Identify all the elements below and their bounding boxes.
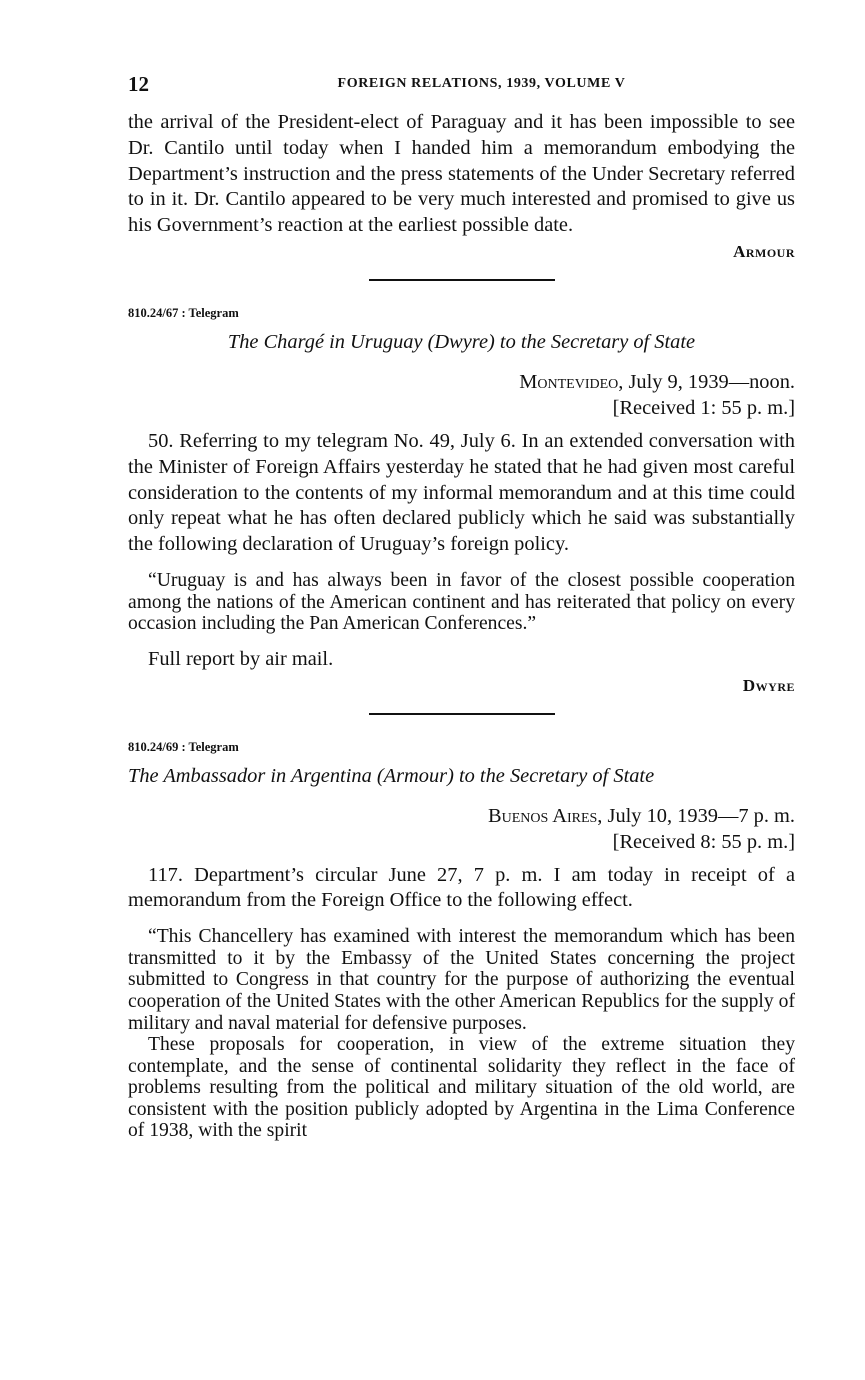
document-title: The Chargé in Uruguay (Dwyre) to the Secretary of State bbox=[227, 330, 696, 353]
document-title: The Ambassador in Argentina (Armour) to the Secretary of State bbox=[128, 764, 655, 787]
dateline bbox=[128, 369, 795, 395]
dateline bbox=[128, 803, 795, 829]
dateline-date: July 9, 1939—noon. bbox=[623, 370, 795, 393]
continuation-paragraph: the arrival of the President-elect of Paraguay and it has been impossible to see Dr. Cantilo until today when I handed him a memorandum embodying the Department’s instruction and the press statements of the Under Secretary referred to in it. Dr. Cantilo appeared to be very much interested and promised to give us his Government’s reaction at the earliest possible date. bbox=[128, 111, 795, 237]
closing-line: Full report by air mail. bbox=[148, 647, 334, 670]
telegram-uruguay bbox=[128, 305, 795, 697]
dateline-place: Montevideo, bbox=[519, 370, 624, 393]
dateline-place: Buenos Aires, bbox=[488, 804, 603, 827]
page-number: 12 bbox=[128, 72, 149, 96]
document-page bbox=[128, 72, 795, 1142]
received-line: [Received 8: 55 p. m.] bbox=[612, 830, 795, 853]
running-header-title: FOREIGN RELATIONS, 1939, VOLUME V bbox=[337, 76, 626, 91]
telegram-argentina bbox=[128, 739, 795, 1143]
section-divider bbox=[369, 279, 555, 281]
quoted-memorandum-part-2: These proposals for cooperation, in view of the extreme situation they contemplate, and the sense of continental solidarity they reflect in the face of problems resulting from the political and military situation of the old world, are consistent with the position publicly adopted by Argentina in the Lima Conference of 1938, with the spirit bbox=[128, 1034, 795, 1142]
signature-dwyre: Dwyre bbox=[742, 675, 795, 695]
telegram-body: 117. Department’s circular June 27, 7 p. m. I am today in receipt of a memorandum from the Foreign Office to the following effect. bbox=[128, 863, 795, 912]
telegram-body: 50. Referring to my telegram No. 49, July 6. In an extended conversation with the Minister of Foreign Affairs yesterday he stated that he had given most careful consideration to the contents of my informal memorandum and at this time could only repeat what he has often declared publicly which he said was substantially the following declaration of Uruguay’s foreign policy. bbox=[128, 429, 795, 556]
file-reference: 810.24/67 : Telegram bbox=[128, 305, 239, 320]
received-line: [Received 1: 55 p. m.] bbox=[612, 396, 795, 419]
quoted-declaration: “Uruguay is and has always been in favor of the closest possible cooperation among the nations of the American continent and has reiterated that policy on every occasion including the Pan American Conferences.” bbox=[128, 569, 795, 635]
dateline-date: July 10, 1939—7 p. m. bbox=[602, 804, 795, 827]
running-header bbox=[128, 72, 795, 102]
signature-armour: Armour bbox=[733, 241, 795, 261]
section-divider bbox=[369, 713, 555, 715]
file-reference: 810.24/69 : Telegram bbox=[128, 739, 239, 754]
quoted-memorandum-part-1: “This Chancellery has examined with interest the memorandum which has been transmitted to it by the Embassy of the United States concerning the project submitted to Congress in that country for the purpose of authorizing the eventual cooperation of the United States with the other American Republics for the supply of military and naval material for defensive purposes. bbox=[128, 926, 795, 1034]
dateline-block bbox=[128, 803, 795, 855]
dateline-block bbox=[128, 369, 795, 421]
